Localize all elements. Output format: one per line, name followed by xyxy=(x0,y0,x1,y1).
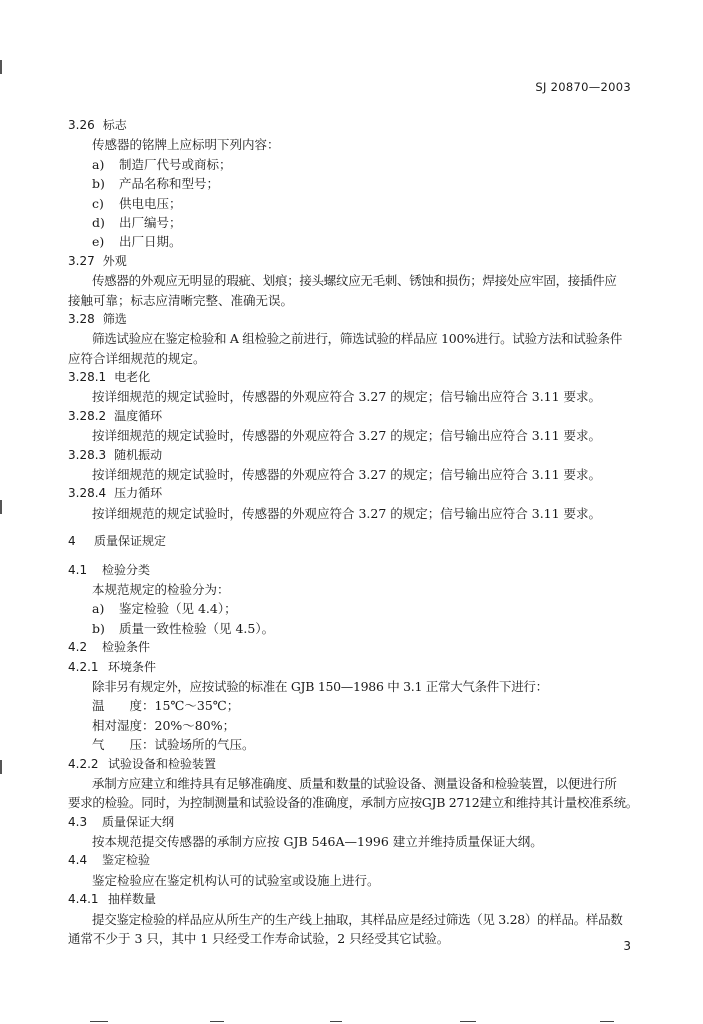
paragraph: 通常不少于 3 只，其中 1 只经受工作寿命试验，2 只经受其它试验。 xyxy=(68,931,450,947)
scan-tick-mark xyxy=(90,1021,108,1022)
section-title: 筛选 xyxy=(102,311,127,326)
subsection-heading xyxy=(68,755,643,774)
list-item: c) 供电电压； xyxy=(92,195,182,211)
section-heading xyxy=(68,252,643,271)
condition-humidity: 相对湿度：20%～80%； xyxy=(92,717,236,733)
section-number: 4 xyxy=(68,534,76,549)
section-title: 试验设备和检验装置 xyxy=(108,756,217,771)
scan-edge-mark xyxy=(0,60,2,74)
section-heading xyxy=(68,638,643,657)
section-title: 压力循环 xyxy=(114,486,163,501)
section-number: 3.26 xyxy=(68,118,95,132)
chapter-heading xyxy=(68,532,643,551)
subsection-heading xyxy=(68,890,643,909)
section-number: 4.4.1 xyxy=(68,892,99,907)
condition-temperature: 温 度：15℃～35℃； xyxy=(92,698,240,714)
paragraph: 提交鉴定检验的样品应从所生产的生产线上抽取，其样品应是经过筛选（见 3.28）的样品。样品数 xyxy=(92,911,623,927)
section-title: 抽样数量 xyxy=(108,892,157,907)
section-heading xyxy=(68,851,643,870)
scan-tick-mark xyxy=(460,1021,476,1022)
section-number: 3.28 xyxy=(68,311,95,326)
paragraph: 按详细规范的规定试验时，传感器的外观应符合 3.27 的规定；信号输出应符合 3.11 要求。 xyxy=(92,505,602,521)
paragraph: 接触可靠；标志应清晰完整、准确无误。 xyxy=(68,292,294,308)
paragraph: 除非另有规定外，应按试验的标准在 GJB 150—1986 中 3.1 正常大气条件下进行： xyxy=(92,678,548,694)
section-number: 3.28.3 xyxy=(68,447,107,462)
paragraph: 筛选试验应在鉴定检验和 A 组检验之前进行，筛选试验的样品应 100%进行。试验方法和试验条件 xyxy=(92,331,623,347)
scan-edge-mark xyxy=(0,760,2,774)
scan-edge-mark xyxy=(0,500,2,514)
list-item: a) 鉴定检验（见 4.4）； xyxy=(92,601,237,617)
subsection-heading xyxy=(68,407,643,426)
section-number: 4.4 xyxy=(68,853,88,868)
scan-tick-mark xyxy=(330,1021,342,1022)
subsection-heading xyxy=(68,658,643,677)
section-number: 3.28.4 xyxy=(68,486,107,501)
section-heading xyxy=(68,310,643,329)
section-number: 4.2 xyxy=(68,640,88,655)
section-title: 电老化 xyxy=(114,370,151,385)
section-heading xyxy=(68,561,643,580)
paragraph: 承制方应建立和维持具有足够准确度、质量和数量的试验设备、测量设备和检验装置，以便进行所 xyxy=(92,775,617,791)
paragraph: 本规范规定的检验分为： xyxy=(92,581,230,597)
paragraph: 按详细规范的规定试验时，传感器的外观应符合 3.27 的规定；信号输出应符合 3.11 要求。 xyxy=(92,428,602,444)
section-title: 检验条件 xyxy=(102,640,151,655)
section-heading xyxy=(68,116,643,135)
paragraph: 按本规范提交传感器的承制方应按 GJB 546A—1996 建立并维持质量保证大纲。 xyxy=(92,834,543,850)
paragraph: 要求的检验。同时，为控制测量和试验设备的准确度，承制方应按GJB 2712建立和维持其计量校准系统。 xyxy=(68,795,638,811)
section-title: 外观 xyxy=(102,253,127,268)
section-number: 3.28.2 xyxy=(68,408,107,423)
section-title: 质量保证大纲 xyxy=(102,814,175,829)
list-item: a) 制造厂代号或商标； xyxy=(92,156,232,172)
section-heading xyxy=(68,813,643,832)
section-number: 3.28.1 xyxy=(68,370,107,385)
document-body xyxy=(68,116,643,948)
section-title: 检验分类 xyxy=(102,562,151,577)
condition-pressure: 气 压：试验场所的气压。 xyxy=(92,737,255,753)
section-title: 鉴定检验 xyxy=(102,853,151,868)
subsection-heading xyxy=(68,368,643,387)
scan-tick-mark xyxy=(210,1021,224,1022)
section-title: 随机振动 xyxy=(114,447,163,462)
list-item: e) 出厂日期。 xyxy=(92,234,182,250)
section-number: 4.2.2 xyxy=(68,756,99,771)
paragraph: 传感器的铭牌上应标明下列内容： xyxy=(92,137,280,153)
section-number: 3.27 xyxy=(68,253,95,268)
list-item: d) 出厂编号； xyxy=(92,214,182,230)
section-number: 4.1 xyxy=(68,562,88,577)
document-code: SJ 20870—2003 xyxy=(535,80,631,94)
section-title: 标志 xyxy=(102,118,127,132)
paragraph: 应符合详细规范的规定。 xyxy=(68,350,206,366)
paragraph: 按详细规范的规定试验时，传感器的外观应符合 3.27 的规定；信号输出应符合 3.11 要求。 xyxy=(92,467,602,483)
page-number: 3 xyxy=(623,939,631,953)
paragraph: 鉴定检验应在鉴定机构认可的试验室或设施上进行。 xyxy=(92,872,380,888)
section-title: 质量保证规定 xyxy=(94,534,167,549)
section-number: 4.2.1 xyxy=(68,659,99,674)
section-number: 4.3 xyxy=(68,814,88,829)
scan-tick-mark xyxy=(600,1021,614,1022)
subsection-heading xyxy=(68,484,643,503)
subsection-heading xyxy=(68,446,643,465)
list-item: b) 质量一致性检验（见 4.5）。 xyxy=(92,620,275,636)
paragraph: 传感器的外观应无明显的瑕疵、划痕；接头螺纹应无毛刺、锈蚀和损伤；焊接处应牢固，接插件应 xyxy=(92,273,617,289)
list-item: b) 产品名称和型号； xyxy=(92,176,220,192)
section-title: 环境条件 xyxy=(108,659,157,674)
section-title: 温度循环 xyxy=(114,408,163,423)
paragraph: 按详细规范的规定试验时，传感器的外观应符合 3.27 的规定；信号输出应符合 3.11 要求。 xyxy=(92,389,602,405)
